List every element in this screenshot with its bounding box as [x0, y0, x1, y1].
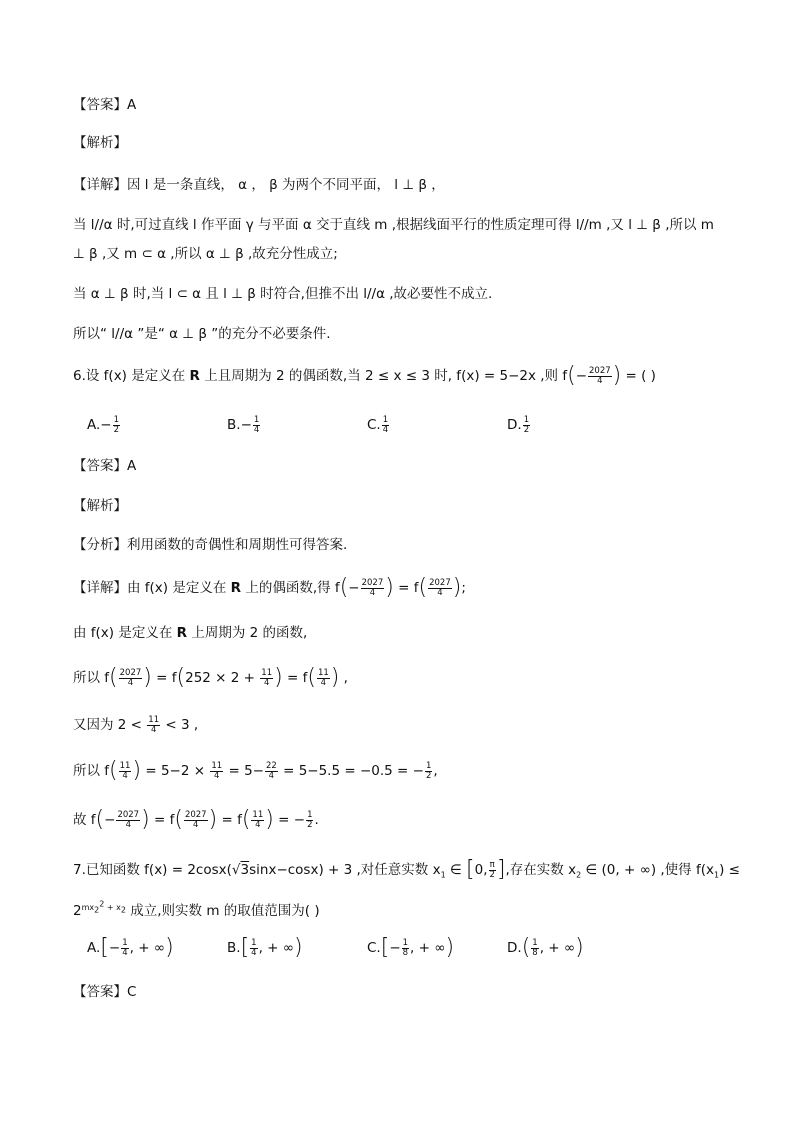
q6-option-c: C. $\frac{1}{4}$	[367, 414, 389, 435]
q7-option-c: C.[− $\frac{1}{8}$ , + ∞)	[367, 935, 455, 960]
q7-option-d: D.( $\frac{1}{8}$ , + ∞)	[507, 935, 584, 960]
answer-7: 【答案】C	[73, 984, 137, 1000]
answer-6: 【答案】A	[73, 458, 137, 474]
detail-6-l1: 【详解】由 f(x) 是定义在 R 上的偶函数,得 f(− $\frac{2027}{4}$ ) = f( $\frac{2027}{4}$ );	[73, 575, 466, 600]
fenxi-6: 【分析】利用函数的奇偶性和周期性可得答案.	[73, 537, 348, 553]
q6-option-d: D. $\frac{1}{2}$	[507, 414, 530, 435]
detail-6-l2: 由 f(x) 是定义在 R 上周期为 2 的函数,	[73, 625, 308, 641]
q7-option-b: B.[ $\frac{1}{4}$ , + ∞)	[227, 935, 303, 960]
detail-6-l5: 所以 f( $\frac{11}{4}$ ) = 5−2 × $\frac{11}{4}$ = 5− $\frac{22}{4}$ = 5−5.5 = −0.5 = − $\frac{1}{2}$ ,	[73, 758, 438, 783]
q6-stem: 6.设 f(x) 是定义在 R 上且周期为 2 的偶函数,当 2 ≤ x ≤ 3 时, f(x) = 5−2x ,则 f(− $\frac{2027}{4}$ ) = ( )	[73, 363, 656, 388]
q7-stem-l2: $2^{mx_2^2 + x_2}$ 成立,则实数 m 的取值范围为( )	[73, 899, 320, 920]
detail-5-l4: 当 α ⊥ β 时,当 l ⊂ α 且 l ⊥ β 时符合,但推不出 l//α ,故必要性不成立.	[73, 286, 493, 302]
detail-5-l3: ⊥ β ,又 m ⊂ α ,所以 α ⊥ β ,故充分性成立;	[73, 246, 338, 262]
q7-option-a: A.[− $\frac{1}{4}$ , + ∞)	[87, 935, 174, 960]
detail-5-l1: 【详解】因 l 是一条直线， α ， β 为两个不同平面， l ⊥ β ，	[73, 177, 445, 193]
analysis-6: 【解析】	[73, 498, 127, 514]
q6-option-b: B.− $\frac{1}{4}$	[227, 414, 260, 435]
detail-6-l3: 所以 f( $\frac{2027}{4}$ ) = f(252 × 2 + $\frac{11}{4}$ ) = f( $\frac{11}{4}$ ) ,	[73, 665, 348, 690]
q6-option-a: A.− $\frac{1}{2}$	[87, 414, 120, 435]
answer-5: 【答案】A	[73, 97, 137, 113]
detail-6-l4: 又因为 2 < $\frac{11}{4}$ < 3 ,	[73, 714, 199, 735]
detail-5-l2: 当 l//α 时,可过直线 l 作平面 γ 与平面 α 交于直线 m ,根据线面平行的性质定理可得 l//m ,又 l ⊥ β ,所以 m	[73, 217, 714, 233]
detail-6-l6: 故 f(− $\frac{2027}{4}$ ) = f( $\frac{2027}{4}$ ) = f( $\frac{11}{4}$ ) = − $\frac{1}{2}$ .	[73, 807, 319, 832]
q7-stem-l1: 7.已知函数 f(x) = 2cosx(√3sinx−cosx) + 3 ,对任意实数 $x_1$ ∈ [0, $\frac{\pi}{2}$ ],存在实数 $x_2$ ∈ (0, + ∞) ,使得 $f(x_1)$ ≤	[73, 857, 740, 882]
analysis-5: 【解析】	[73, 135, 127, 151]
detail-5-l5: 所以“ l//α ”是“ α ⊥ β ”的充分不必要条件.	[73, 326, 331, 342]
